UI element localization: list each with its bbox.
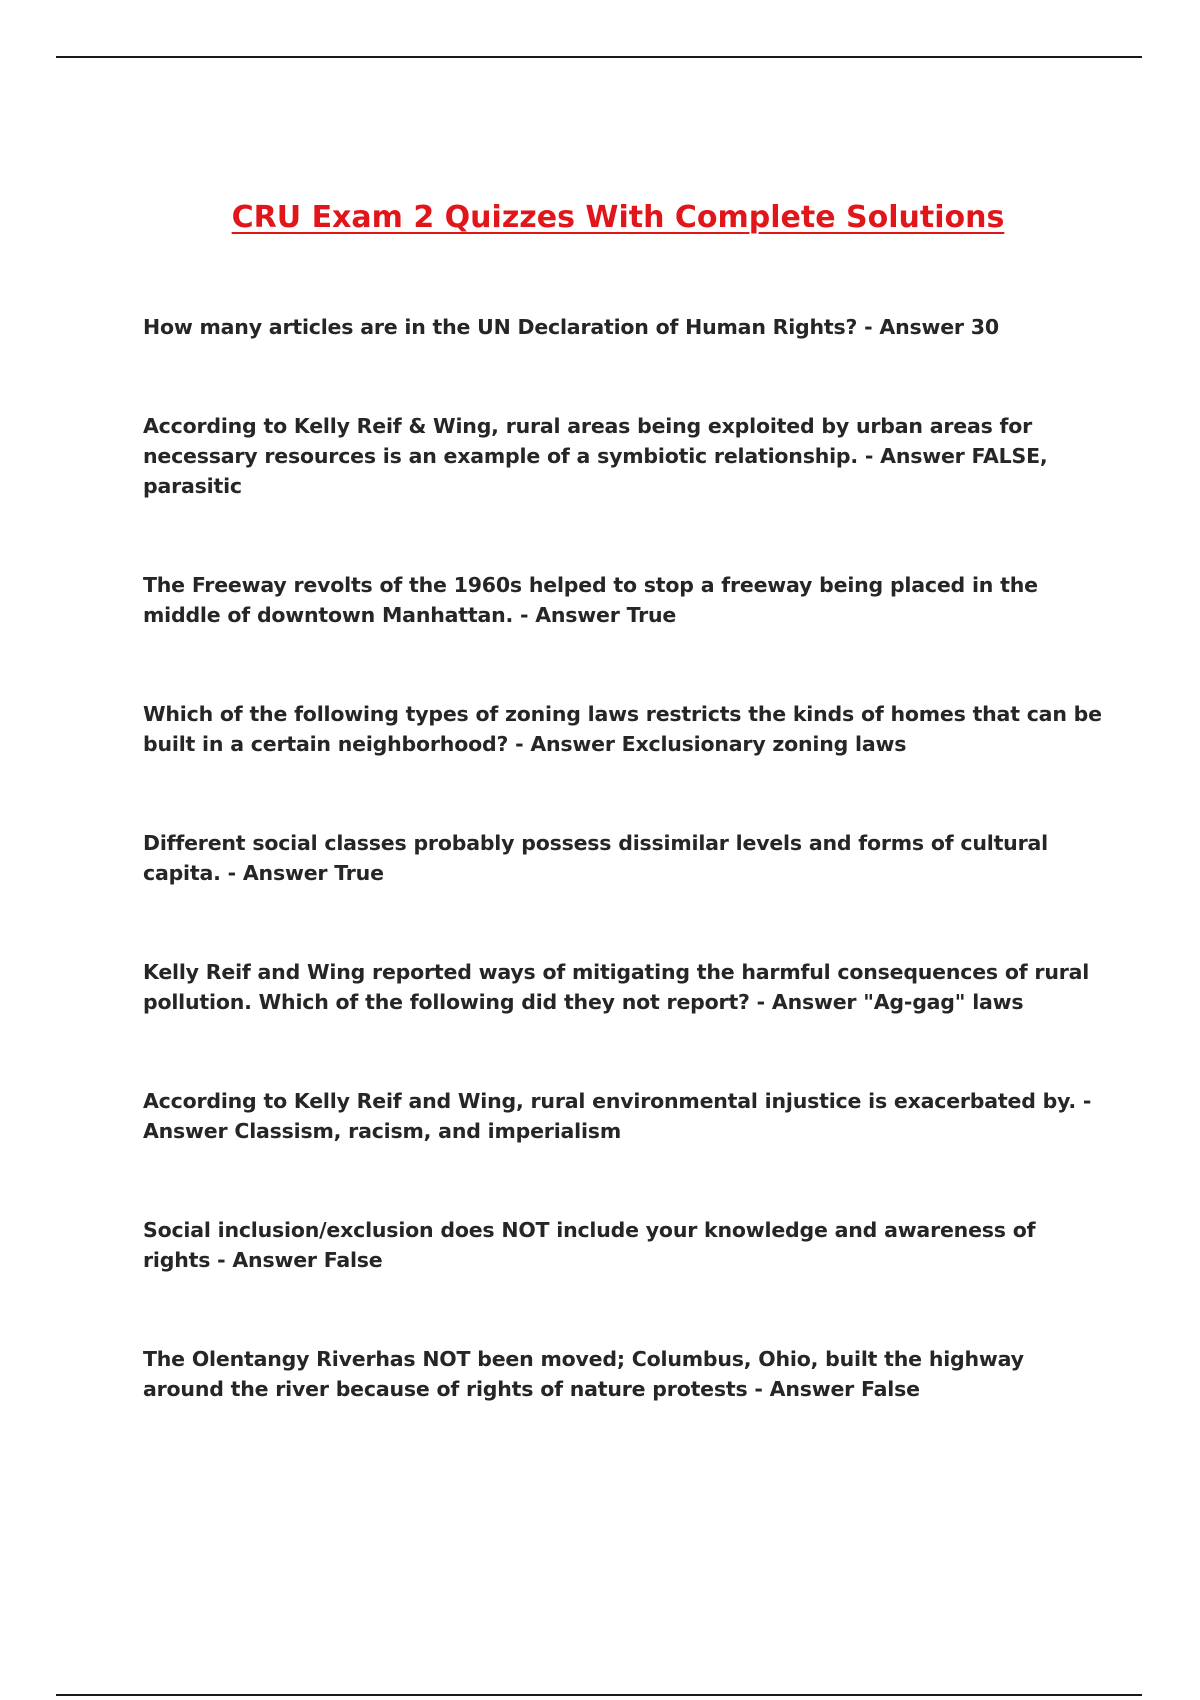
qa-item: Different social classes probably possess dissimilar levels and forms of cultural capita. - Answer True <box>143 831 1048 885</box>
qa-item: According to Kelly Reif & Wing, rural areas being exploited by urban areas for necessary resources is an example of a symbiotic relationship. - Answer FALSE, parasitic <box>143 414 1048 498</box>
qa-list <box>143 312 1103 1404</box>
qa-item: How many articles are in the UN Declaration of Human Rights? - Answer 30 <box>143 315 999 339</box>
document-title: CRU Exam 2 Quizzes With Complete Solutions <box>231 200 1005 235</box>
qa-item: Which of the following types of zoning laws restricts the kinds of homes that can be built in a certain neighborhood? - Answer Exclusionary zoning laws <box>143 702 1102 756</box>
qa-item: According to Kelly Reif and Wing, rural environmental injustice is exacerbated by. - Answer Classism, racism, and imperialism <box>143 1089 1092 1143</box>
qa-item: Kelly Reif and Wing reported ways of mitigating the harmful consequences of rural pollution. Which of the following did they not report? - Answer "Ag-gag" laws <box>143 960 1090 1014</box>
bottom-rule <box>56 1694 1142 1696</box>
qa-item: The Olentangy Riverhas NOT been moved; Columbus, Ohio, built the highway around the river because of rights of nature protests - Answer False <box>143 1347 1024 1401</box>
qa-item: Social inclusion/exclusion does NOT include your knowledge and awareness of rights - Answer False <box>143 1218 1036 1272</box>
top-rule <box>56 56 1142 58</box>
qa-item: The Freeway revolts of the 1960s helped to stop a freeway being placed in the middle of downtown Manhattan. - Answer True <box>143 573 1038 627</box>
